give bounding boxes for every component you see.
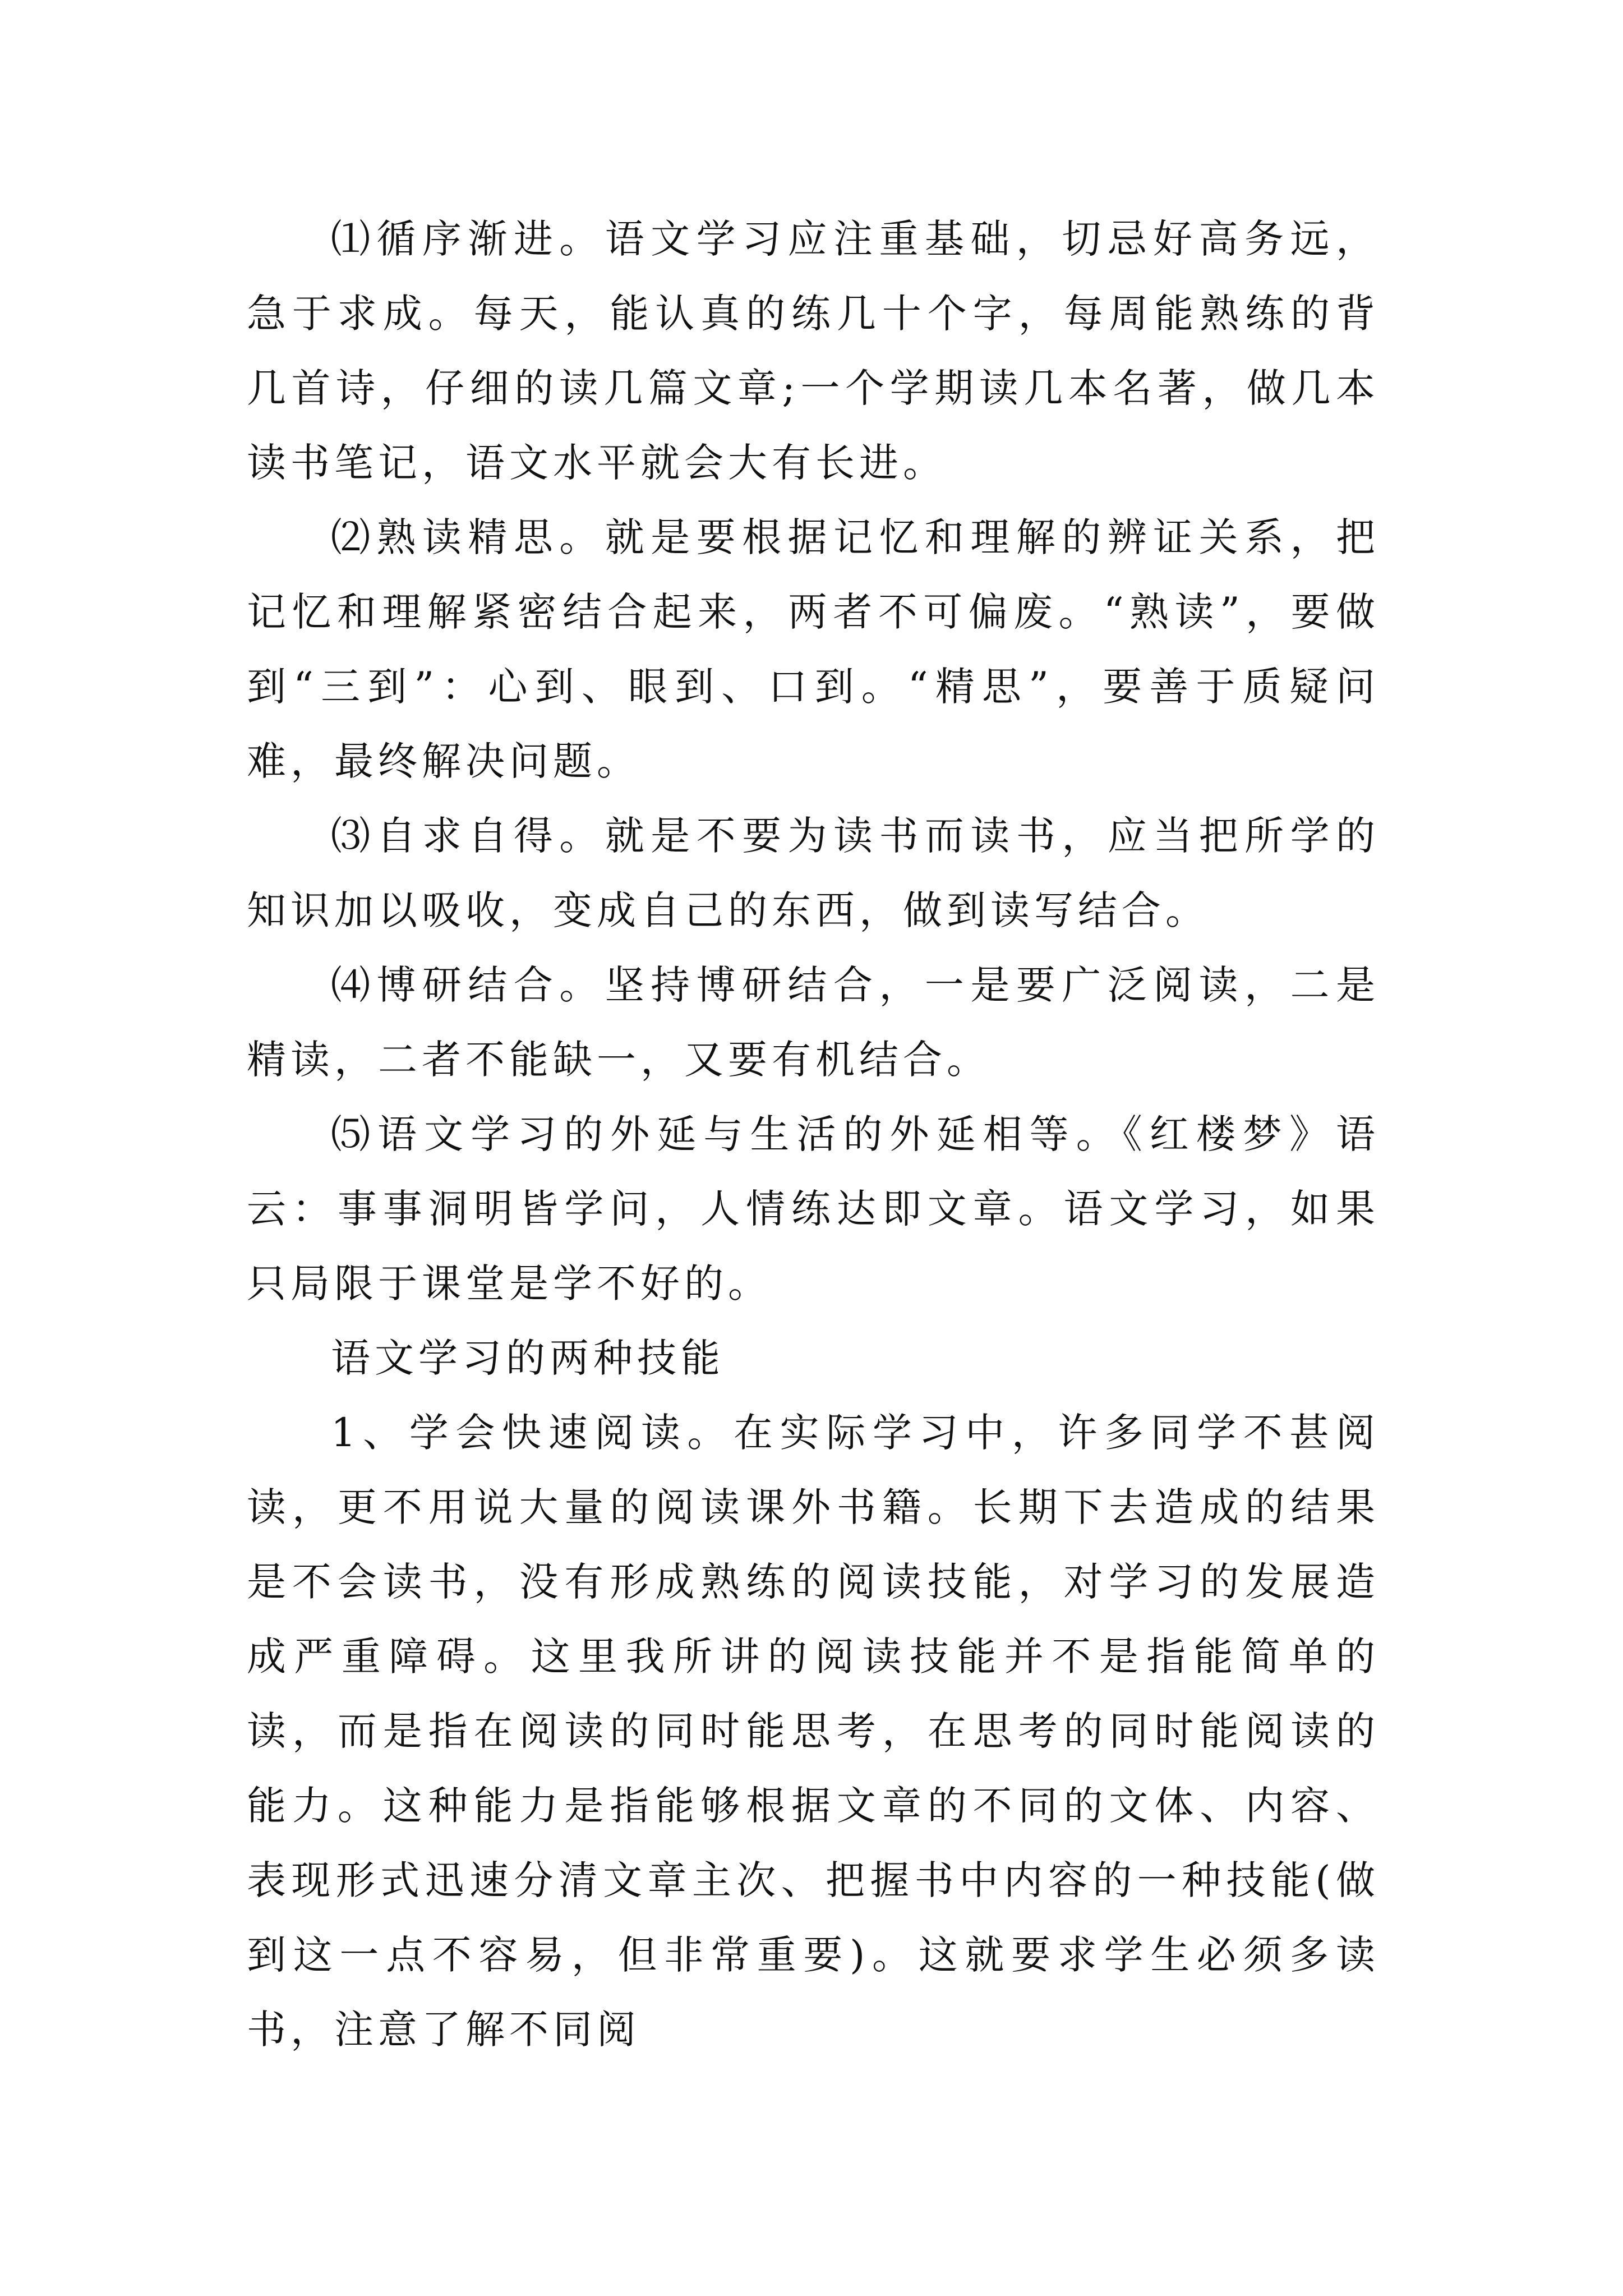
section-heading: 语文学习的两种技能 <box>331 1335 725 1381</box>
paragraph-6: 1、学会快速阅读。在实际学习中，许多同学不甚阅读，更不用说大量的阅读课外书籍。长期下去造成的结果是不会读书，没有形成熟练的阅读技能，对学习的发展造成严重障碍。这里我所讲的阅读技能并不是指能简单的读，而是指在阅读的同时能思考，在思考的同时能阅读的能力。这种能力是指能够根据文章的不同的文体、内容、表现形式迅速分清文章主次、把握书中内容的一种技能(做到这一点不容易，但非常重要)。这就要求学生必须多读书，注意了解不同阅 <box>247 1410 1380 2053</box>
paragraph-2: ⑵熟读精思。就是要根据记忆和理解的辨证关系，把记忆和理解紧密结合起来，两者不可偏废。“熟读”，要做到“三到”：心到、眼到、口到。“精思”，要善于质疑问难，最终解决问题。 <box>247 514 1380 784</box>
paragraph-3: ⑶自求自得。就是不要为读书而读书，应当把所学的知识加以吸收，变成自己的东西，做到读写结合。 <box>247 813 1380 933</box>
paragraph-5: ⑸语文学习的外延与生活的外延相等。《红楼梦》语云：事事洞明皆学问，人情练达即文章。语文学习，如果只局限于课堂是学不好的。 <box>247 1111 1380 1306</box>
document-body <box>247 202 1380 2067</box>
paragraph-1: ⑴循序渐进。语文学习应注重基础，切忌好高务远，急于求成。每天，能认真的练几十个字，每周能熟练的背几首诗，仔细的读几篇文章;一个学期读几本名著，做几本读书笔记，语文水平就会大有长进。 <box>247 216 1380 486</box>
paragraph-4: ⑷博研结合。坚持博研结合，一是要广泛阅读，二是精读，二者不能缺一，又要有机结合。 <box>247 962 1380 1083</box>
